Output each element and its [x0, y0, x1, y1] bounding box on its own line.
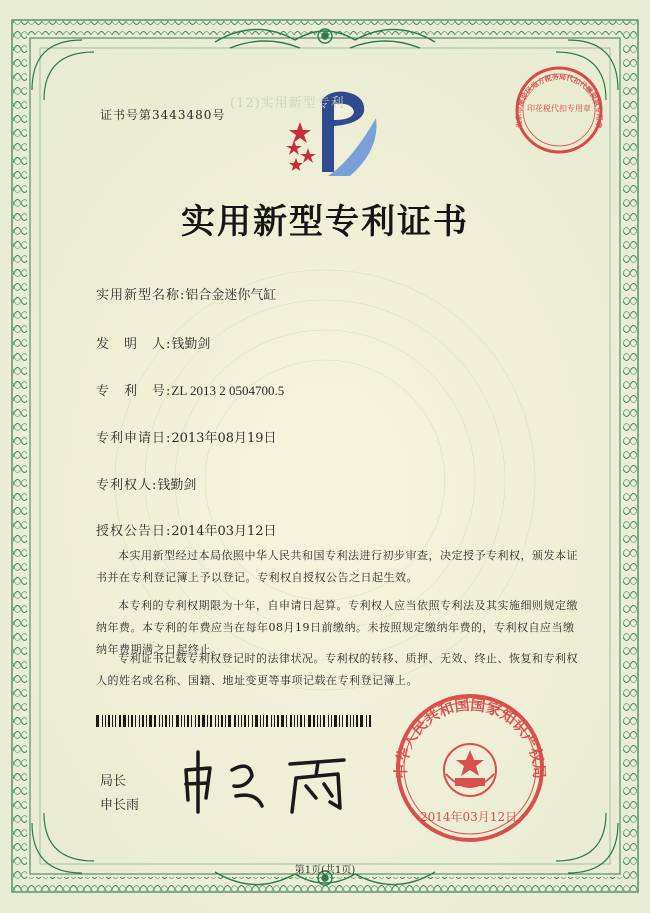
barcode-bar [271, 715, 272, 727]
barcode-bar [248, 715, 249, 727]
barcode-bar [210, 715, 212, 727]
paragraph-1: 本实用新型经过本局依照中华人民共和国专利法进行初步审查，决定授予专利权，颁发本证书并在专利登记簿上予以登记。专利权自授权公告之日起生效。 [96, 549, 578, 584]
barcode-bar [191, 715, 192, 727]
barcode-bar [123, 715, 126, 727]
barcode-bar [108, 715, 110, 727]
field-value: ZL 2013 2 0504700.5 [171, 383, 285, 398]
field-patentee [96, 474, 196, 493]
barcode-bar [187, 715, 189, 727]
barcode-bar [290, 715, 292, 727]
field-label: 专利权人: [96, 478, 158, 493]
barcode-bar [281, 715, 284, 727]
field-label: 发 明 人: [96, 337, 172, 352]
barcode-bar [96, 715, 99, 727]
barcode-bar [105, 715, 106, 727]
barcode-bar [294, 715, 295, 727]
header-faint: (12)实用新型专利 [230, 96, 345, 111]
tax-seal-text: 北京市海淀区地方税务局代扣代缴税款专用章 [513, 72, 605, 130]
barcode-bar [102, 715, 103, 727]
field-utility-model-name [96, 284, 276, 303]
barcode-bar [366, 715, 367, 727]
barcode-bar [334, 715, 337, 727]
field-value: 2013年08月19日 [171, 431, 277, 446]
barcode-bar [218, 715, 219, 727]
barcode-bar [277, 715, 279, 727]
paragraph-3: 专利证书记载专利权登记时的法律状况。专利权的转移、质押、无效、终止、恢复和专利权人的姓名或名称、国籍、地址变更等事项记载在专利登记簿上。 [96, 652, 578, 687]
seal-date: 2014年03月12日 [420, 810, 518, 824]
barcode-bar [128, 715, 129, 727]
barcode-bar [346, 715, 348, 727]
barcode-bar [339, 715, 340, 727]
barcode-bar [244, 715, 246, 727]
barcode-bar [181, 715, 182, 727]
barcode-bar [320, 715, 321, 727]
field-value: 钱勤剑 [171, 337, 211, 352]
field-inventor [96, 333, 210, 352]
barcode-bar [238, 715, 239, 727]
field-label: 专利申请日: [96, 431, 172, 446]
field-application-date [96, 427, 277, 446]
barcode-bar [317, 715, 318, 727]
paragraph-2: 本专利的专利权期限为十年，自申请日起算。专利权人应当依照专利法及其实施细则规定缴纳年费。本专利的年费应当在每年08月19日前缴纳。未按照规定缴纳年费的，专利权自应当缴纳年费期满之日起终止。 [96, 599, 578, 656]
field-label: 授权公告日: [96, 524, 172, 539]
barcode-bar [342, 715, 343, 727]
barcode-bar [184, 715, 185, 727]
barcode-bar [356, 715, 358, 727]
field-value: 铝合金迷你气缸 [185, 288, 277, 303]
barcode-bar [313, 715, 315, 727]
barcode-bar [263, 715, 264, 727]
page-title: 实用新型专利证书 [181, 202, 469, 242]
barcode-bar [300, 715, 302, 727]
barcode-bar [286, 715, 287, 727]
barcode-bar [172, 715, 173, 727]
barcode-bar [266, 715, 268, 727]
barcode-bar [255, 715, 258, 727]
barcode-bar [165, 715, 167, 727]
certificate-number: 证书号第3443480号 [100, 108, 226, 122]
barcode-bar [252, 715, 253, 727]
barcode-bar [215, 715, 216, 727]
signer-title: 局长 [100, 774, 127, 789]
field-label: 实用新型名称: [96, 288, 186, 303]
tax-seal-center: 印花税代扣专用章 [527, 104, 591, 113]
barcode-bar [207, 715, 208, 727]
barcode-bar [360, 715, 363, 727]
barcode-bar [169, 715, 170, 727]
barcode-bar [225, 715, 226, 727]
field-patent-number [96, 380, 284, 399]
page-footer: 第1页(共1页) [294, 865, 356, 876]
barcode-bar [241, 715, 242, 727]
barcode-bar [304, 715, 305, 727]
barcode-bar [162, 715, 163, 727]
barcode-bar [112, 715, 113, 727]
barcode-bar [176, 715, 179, 727]
field-label: 专 利 号: [96, 384, 172, 399]
field-value: 2014年03月12日 [171, 524, 277, 539]
barcode-bar [142, 715, 144, 727]
signer-name: 申长雨 [100, 798, 140, 813]
barcode-bar [198, 715, 200, 727]
barcode-bar [369, 715, 371, 727]
barcode-bar [353, 715, 354, 727]
seal-text: 中华人民共和国国家知识产权局 [391, 695, 549, 780]
field-grant-date [96, 520, 277, 539]
barcode-bar [195, 715, 196, 727]
barcode-bar [234, 715, 236, 727]
barcode-bar [323, 715, 325, 727]
barcode-bar [331, 715, 332, 727]
field-value: 钱勤剑 [157, 478, 197, 493]
barcode-bar [228, 715, 231, 727]
barcode-bar [274, 715, 275, 727]
barcode-bar [202, 715, 205, 727]
barcode-bar [139, 715, 140, 727]
barcode-bar [146, 715, 147, 727]
barcode-bar [328, 715, 329, 727]
barcode-bar [350, 715, 351, 727]
barcode-bar [159, 715, 160, 727]
barcode-bar [260, 715, 261, 727]
barcode-bar [154, 715, 156, 727]
barcode-bar [149, 715, 152, 727]
barcode-bar [221, 715, 223, 727]
barcode-bar [308, 715, 311, 727]
barcode-bar [297, 715, 298, 727]
barcode-bar [135, 715, 136, 727]
barcode-bar [131, 715, 133, 727]
barcode-bar [119, 715, 121, 727]
barcode-bar [115, 715, 116, 727]
